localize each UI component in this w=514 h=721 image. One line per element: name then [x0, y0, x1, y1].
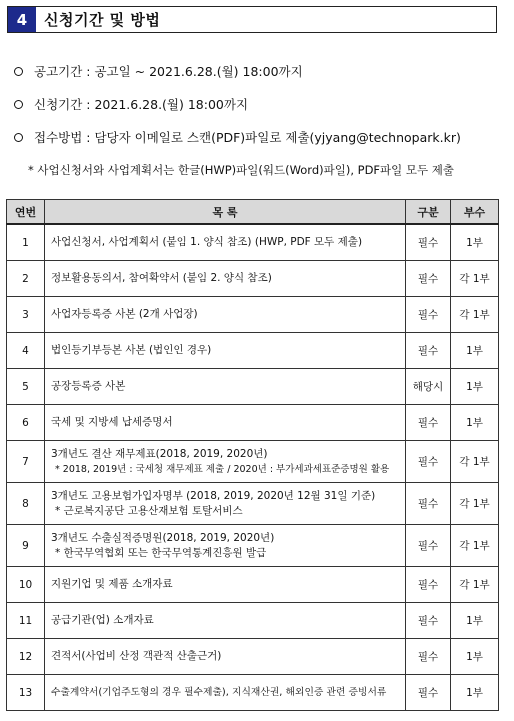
section-header	[7, 6, 497, 33]
row-copies: 각 1부	[451, 261, 499, 297]
row-item: 국세 및 지방세 납세증명서	[45, 405, 406, 441]
table-row	[7, 333, 499, 369]
row-item: 법인등기부등본 사본 (법인인 경우)	[45, 333, 406, 369]
row-no: 9	[7, 525, 45, 567]
header-copies: 부수	[451, 200, 499, 225]
circle-bullet-icon	[14, 100, 23, 109]
row-category: 필수	[406, 675, 451, 711]
bullet-application-period	[14, 95, 248, 113]
row-category: 필수	[406, 639, 451, 675]
row-copies: 1부	[451, 369, 499, 405]
row-item: 공급기관(업) 소개자료	[45, 603, 406, 639]
bullet-announcement-period	[14, 62, 303, 80]
row-copies: 1부	[451, 405, 499, 441]
row-item: 수출계약서(기업주도형의 경우 필수제출), 지식재산권, 해외인증 관련 증빙서류	[45, 675, 406, 711]
table-row	[7, 567, 499, 603]
row-no: 5	[7, 369, 45, 405]
row-item: 지원기업 및 제품 소개자료	[45, 567, 406, 603]
submission-note: * 사업신청서와 사업계획서는 한글(HWP)파일(워드(Word)파일), PDF파일 모두 제출	[28, 163, 455, 177]
table-header-row	[7, 200, 499, 225]
row-item-note: * 한국무역협회 또는 한국무역통계진흥원 발급	[55, 546, 267, 559]
row-category: 필수	[406, 405, 451, 441]
row-no: 1	[7, 224, 45, 261]
circle-bullet-icon	[14, 133, 23, 142]
row-category: 필수	[406, 441, 451, 483]
row-no: 12	[7, 639, 45, 675]
row-item-cell	[45, 483, 406, 525]
table-row	[7, 369, 499, 405]
row-item-cell	[45, 441, 406, 483]
row-item-note: * 2018, 2019년 : 국세청 재무제표 제출 / 2020년 : 부가세과세표준증명원 활용	[55, 463, 390, 475]
circle-bullet-icon	[14, 67, 23, 76]
row-item: 정보활용동의서, 참여확약서 (붙임 2. 양식 참조)	[45, 261, 406, 297]
row-copies: 각 1부	[451, 441, 499, 483]
table-row	[7, 261, 499, 297]
row-item: 3개년도 수출실적증명원(2018, 2019, 2020년)	[51, 531, 275, 544]
bullet-submission-method	[14, 128, 461, 146]
row-item: 3개년도 고용보험가입자명부 (2018, 2019, 2020년 12월 31일 기준)	[51, 489, 376, 502]
row-category: 필수	[406, 525, 451, 567]
row-copies: 1부	[451, 333, 499, 369]
row-item-cell	[45, 525, 406, 567]
row-no: 4	[7, 333, 45, 369]
row-item: 3개년도 결산 재무제표(2018, 2019, 2020년)	[51, 447, 268, 460]
row-no: 13	[7, 675, 45, 711]
row-copies: 1부	[451, 639, 499, 675]
table-row	[7, 405, 499, 441]
row-item: 공장등록증 사본	[45, 369, 406, 405]
table-row	[7, 525, 499, 567]
table-row	[7, 297, 499, 333]
row-category: 해당시	[406, 369, 451, 405]
row-item: 견적서(사업비 산정 객관적 산출근거)	[45, 639, 406, 675]
header-category: 구분	[406, 200, 451, 225]
section-title: 신청기간 및 방법	[44, 11, 161, 29]
row-category: 필수	[406, 261, 451, 297]
table-row	[7, 441, 499, 483]
row-no: 11	[7, 603, 45, 639]
row-no: 10	[7, 567, 45, 603]
row-no: 2	[7, 261, 45, 297]
row-copies: 각 1부	[451, 297, 499, 333]
bullet-text: 공고기간 : 공고일 ~ 2021.6.28.(월) 18:00까지	[34, 64, 303, 79]
document-list-table	[6, 199, 499, 711]
row-no: 6	[7, 405, 45, 441]
bullet-text: 접수방법 : 담당자 이메일로 스캔(PDF)파일로 제출(yjyang@technopark.kr)	[34, 130, 461, 145]
table-row	[7, 603, 499, 639]
row-category: 필수	[406, 567, 451, 603]
section-number: 4	[8, 7, 36, 32]
row-no: 7	[7, 441, 45, 483]
table-row	[7, 224, 499, 261]
bullet-text: 신청기간 : 2021.6.28.(월) 18:00까지	[34, 97, 249, 112]
row-category: 필수	[406, 297, 451, 333]
row-no: 3	[7, 297, 45, 333]
row-copies: 각 1부	[451, 567, 499, 603]
table-row	[7, 675, 499, 711]
row-category: 필수	[406, 224, 451, 261]
row-copies: 1부	[451, 675, 499, 711]
row-category: 필수	[406, 333, 451, 369]
row-copies: 1부	[451, 224, 499, 261]
row-category: 필수	[406, 603, 451, 639]
row-item: 사업자등록증 사본 (2개 사업장)	[45, 297, 406, 333]
row-copies: 각 1부	[451, 525, 499, 567]
row-copies: 각 1부	[451, 483, 499, 525]
row-category: 필수	[406, 483, 451, 525]
header-item: 목 록	[45, 200, 406, 225]
row-item: 사업신청서, 사업계획서 (붙임 1. 양식 참조) (HWP, PDF 모두 제출)	[45, 224, 406, 261]
row-item-note: * 근로복지공단 고용산재보험 토탈서비스	[55, 504, 243, 517]
row-copies: 1부	[451, 603, 499, 639]
row-no: 8	[7, 483, 45, 525]
table-row	[7, 639, 499, 675]
table-row	[7, 483, 499, 525]
header-no: 연번	[7, 200, 45, 225]
